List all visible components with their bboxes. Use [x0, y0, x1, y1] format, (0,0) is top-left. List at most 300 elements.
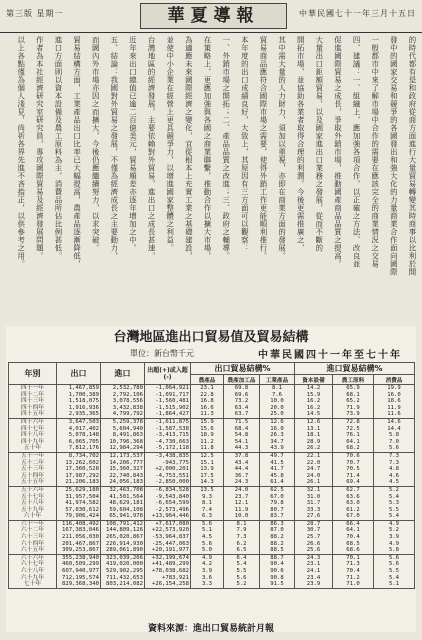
table-value: 5.6	[201, 520, 213, 527]
table-value: 72.8	[346, 418, 360, 425]
table-value: 3.3	[201, 581, 213, 588]
table-value: +2,000,201	[155, 466, 189, 473]
article-column: 以上各點僅為個人淺見，尚祈各界先進不吝指正，以供參考之用。	[16, 36, 26, 268]
table-value: -1,064,921	[155, 385, 189, 391]
table-value: 24.1	[306, 568, 321, 575]
table-value: 24.3	[306, 554, 321, 561]
table-value: 86.3	[270, 520, 284, 527]
table-value: 五十四年	[20, 472, 45, 479]
table-value: 5.6	[236, 574, 247, 581]
table-value: 45.8	[270, 472, 284, 479]
table-value: 六十年	[23, 513, 42, 520]
table-value: 712,195,574	[61, 574, 99, 581]
exp-proc-cell	[224, 418, 260, 452]
imp-raw-cell	[333, 385, 374, 419]
table-value: 43.9	[270, 445, 284, 452]
table-value: 六十三年	[20, 534, 45, 541]
table-value: 26.6	[306, 540, 321, 547]
header-exp-ind: 工業產品	[260, 375, 295, 385]
table-value: 90.8	[270, 574, 284, 581]
table-value: 69.6	[234, 391, 249, 398]
table-value: 23.4	[306, 574, 321, 581]
table-value: 六十四年	[20, 540, 45, 547]
table-value: 21,206,183	[65, 479, 99, 486]
export-cell	[57, 418, 101, 452]
year-cell	[9, 452, 57, 486]
article-column: 的時代都有是和政府從商方面進行大量貿易轉變其時商事以比利於開	[408, 36, 417, 276]
table-value: 355,238,940	[61, 554, 99, 561]
table-value: 44.3	[234, 445, 249, 452]
table-value: 23.1	[200, 385, 214, 391]
table-value: 71.3	[346, 561, 360, 568]
export-cell	[57, 385, 101, 419]
table-value: 71.9	[346, 404, 360, 411]
imp-raw-cell	[333, 486, 374, 520]
table-value: 70.4	[346, 568, 360, 575]
table-unit: 單位：新台幣千元	[130, 349, 194, 358]
imp-raw-cell	[333, 554, 374, 588]
table-value: 14.2	[306, 385, 321, 391]
table-value: 71.4	[346, 472, 360, 479]
table-value: 五十五年	[20, 479, 45, 486]
article-column: 一、外銷市場之開拓；二、產品品質之改進；三、政府之輔導。	[221, 36, 231, 260]
table-value: 72.5	[346, 425, 360, 432]
table-value: 7.9	[236, 527, 247, 534]
table-value: 5.4	[388, 513, 400, 520]
table-value: 607,940,977	[61, 568, 99, 575]
export-cell	[57, 554, 101, 588]
table-value: 14.5	[306, 411, 321, 418]
table-value: 14,206,777	[109, 459, 143, 466]
table-value: 12.6	[306, 418, 321, 425]
table-value: 76.1	[346, 432, 360, 439]
year-cell	[9, 554, 57, 588]
table-value: 144,809,126	[105, 527, 143, 534]
table-value: 88.5	[270, 547, 284, 554]
table-value: -3,438,835	[155, 452, 189, 459]
export-cell	[57, 452, 101, 486]
table-value: 80.7	[270, 506, 284, 513]
article-column: 作者為本社經濟研究室研究員，專攻國際貿易及經濟發展問題。	[35, 36, 45, 260]
balance-cell	[145, 520, 191, 554]
table-value: 36.7	[234, 472, 249, 479]
table-value: 4,017,402	[68, 425, 99, 432]
table-value: 41.7	[270, 466, 284, 473]
table-value: 18.6	[387, 398, 401, 405]
table-title: 台灣地區進出口貿易值及貿易結構	[113, 330, 309, 345]
exp-agri-cell	[191, 486, 224, 520]
table-source: 資料來源：進出口貿易統計月報	[147, 624, 274, 634]
table-value: 23.1	[306, 561, 321, 568]
balance-cell	[145, 554, 191, 588]
table-value: 1,700,389	[68, 391, 99, 398]
table-value: 22.8	[200, 391, 214, 398]
table-value: 5,604,940	[112, 425, 143, 432]
table-value: 65.2	[346, 398, 360, 405]
exp-ind-cell	[260, 385, 295, 419]
article-column: 四、建議：一、組織上，應加強各項合作，以正確之方法、改良並	[352, 36, 362, 268]
table-value: 2,792,106	[112, 391, 143, 398]
table-value: 16.0	[387, 391, 401, 398]
table-value: 79.8	[270, 500, 284, 507]
table-value: 64.1	[346, 527, 360, 534]
article-column: 促進國際貿易之成長，爭取外銷市場，推動國產商品品質之提高。	[333, 36, 343, 268]
table-value: 43.4	[234, 459, 249, 466]
table-value: 59,604,108	[109, 506, 143, 513]
table-value: 108,791,412	[105, 520, 143, 527]
table-value: 13.9	[200, 466, 214, 473]
article-column: 其中需大量的人力財力，須加以重視，亦即在商業方面的發展。	[277, 36, 287, 260]
table-value: -1,864,427	[155, 411, 189, 418]
table-value: 5.4	[236, 561, 247, 568]
table-value: 14.6	[387, 418, 401, 425]
table-value: 90.4	[270, 561, 284, 568]
table-value: 48,629,181	[109, 500, 143, 507]
exp-proc-cell	[224, 520, 260, 554]
export-cell	[57, 520, 101, 554]
table-value: 88.2	[270, 540, 284, 547]
table-value: 8.1	[236, 520, 247, 527]
header-exp-agri: 農產品	[191, 375, 224, 385]
imp-cap-cell	[295, 554, 333, 588]
table-value: 54.1	[234, 438, 249, 445]
table-row-block	[9, 554, 415, 588]
table-value: 67.0	[270, 493, 284, 500]
imp-raw-cell	[333, 520, 374, 554]
table-value: 73.9	[346, 411, 360, 418]
exp-proc-cell	[224, 554, 260, 588]
table-value: 17,987,292	[65, 472, 99, 479]
table-value: 3.9	[201, 568, 213, 575]
table-value: 309,253,867	[61, 547, 99, 554]
table-value: 五十二年	[20, 459, 45, 466]
table-value: -5,172,118	[155, 445, 189, 452]
table-value: 13,262,602	[65, 459, 99, 466]
table-value: +26,154,258	[151, 581, 189, 588]
table-value: 7.0	[388, 438, 400, 445]
table-value: 25,629,180	[65, 486, 99, 493]
imp-cons-cell	[374, 452, 415, 486]
table-period: 中華民國四十一年至七十年	[258, 350, 402, 361]
table-value: 70.7	[346, 459, 360, 466]
table-value: 12,173,537	[109, 452, 143, 459]
table-value: 16.0	[270, 425, 284, 432]
table-value: 14.3	[200, 479, 214, 486]
table-value: 18.9	[200, 432, 214, 439]
table-value: 5.4	[388, 574, 400, 581]
table-value: 31.0	[306, 493, 321, 500]
table-value: 4.6	[388, 472, 400, 479]
exp-agri-cell	[191, 452, 224, 486]
table-value: 7.3	[236, 534, 247, 541]
table-value: 87.0	[270, 527, 284, 534]
table-value: 24.0	[234, 486, 249, 493]
table-value: 79,906,424	[65, 513, 99, 520]
issue-date: 中華民國七十一年三月十五日	[299, 9, 416, 18]
table-value: 3.9	[388, 534, 400, 541]
table-value: 27.6	[306, 513, 321, 520]
table-value: 4.5	[201, 534, 213, 541]
table-value: 62.7	[346, 486, 360, 493]
table-value: 8.1	[201, 500, 213, 507]
table-value: -6,834,528	[155, 486, 189, 493]
table-row-block	[9, 520, 415, 554]
table-value: +13,964,446	[151, 513, 189, 520]
article-column: 五、結論：我國對外貿易之發展，不僅為經濟成長之主要動力，	[109, 36, 119, 260]
table-value: 15.9	[200, 418, 214, 425]
table-value: 23.7	[234, 493, 249, 500]
table-value: 69.8	[234, 385, 249, 391]
article-column: 開拓市場，並協助各業者取得合理的利潤。今後更需推廣之，	[296, 36, 306, 252]
table-value: 30.7	[306, 527, 321, 534]
table-value: 88.2	[270, 534, 284, 541]
table-value: 25.0	[270, 411, 284, 418]
table-value: 四十六年	[20, 418, 45, 425]
imp-raw-cell	[333, 418, 374, 452]
table-value: 四十八年	[20, 432, 45, 439]
table-value: 70.6	[346, 452, 360, 459]
import-cell	[101, 452, 145, 486]
table-value: 12.6	[270, 418, 284, 425]
table-value: 24,056,183	[109, 479, 143, 486]
table-value: 4.9	[388, 540, 400, 547]
table-value: 1,916,936	[68, 404, 99, 411]
table-value: 226,914,930	[105, 540, 143, 547]
table-value: 63.0	[346, 500, 360, 507]
table-value: 7.3	[388, 459, 400, 466]
table-value: 16.2	[306, 404, 321, 411]
table-value: 9.3	[201, 493, 213, 500]
table-value: 15.6	[200, 425, 214, 432]
table-value: 803,214,082	[105, 581, 143, 588]
table-value: 四十七年	[20, 425, 45, 432]
masthead-title: 華夏導報	[140, 3, 287, 29]
table-value: 28.7	[306, 520, 321, 527]
table-value: 26.2	[306, 445, 321, 452]
table-value: 5.5	[388, 568, 400, 575]
exp-ind-cell	[260, 452, 295, 486]
table-value: 57,030,612	[65, 506, 99, 513]
header-import: 進口	[101, 363, 145, 385]
year-cell	[9, 520, 57, 554]
table-value: 32.1	[306, 486, 321, 493]
table-value: 四十五年	[20, 411, 45, 418]
table-value: 5.6	[201, 540, 213, 547]
table-value: 68.2	[346, 445, 360, 452]
table-value: 10,796,368	[109, 438, 143, 445]
table-value: 67.0	[346, 513, 360, 520]
table-value: 15.9	[306, 391, 321, 398]
table-value: 六十八年	[20, 568, 45, 575]
table-value: 13.5	[200, 486, 214, 493]
table-value: 3.6	[201, 574, 213, 581]
table-value: 41.5	[270, 459, 284, 466]
table-value: 11.8	[200, 445, 214, 452]
table-value: 5.6	[388, 445, 400, 452]
table-value: 33.3	[306, 506, 321, 513]
imp-cons-cell	[374, 520, 415, 554]
exp-agri-cell	[191, 418, 224, 452]
table-row-block	[9, 486, 415, 520]
table-value: 7.6	[271, 391, 283, 398]
exp-agri-cell	[191, 554, 224, 588]
table-value: 41,974,582	[65, 500, 99, 507]
table-value: 3,078,556	[112, 398, 143, 405]
table-value: 15,360,327	[109, 466, 143, 473]
table-value: 四十一年	[20, 385, 45, 391]
header-exp-proc: 農產加工品	[224, 375, 260, 385]
table-value: 6,065,705	[68, 438, 99, 445]
imp-cap-cell	[295, 385, 333, 419]
table-value: 16.6	[200, 404, 214, 411]
table-value: 24.0	[306, 472, 321, 479]
table-value: 32,463,708	[109, 486, 143, 493]
table-value: 3,647,503	[68, 418, 99, 425]
table-value: 88.7	[270, 554, 284, 561]
table-value: 5.4	[388, 493, 400, 500]
table-value: 4,799,792	[112, 411, 143, 418]
table-value: 44.4	[234, 466, 249, 473]
table-value: 34.7	[270, 438, 284, 445]
article-column: 為適應未來國際經濟之變化，宜從根本上充實工業之基礎建設，	[184, 36, 194, 260]
table-value: 5.6	[388, 554, 400, 561]
table-value: 11.9	[234, 506, 249, 513]
table-value: 6.5	[236, 547, 247, 554]
table-value: 37.8	[234, 452, 249, 459]
table-value: 六十一年	[20, 520, 45, 527]
table-value: 17,360,528	[65, 466, 99, 473]
table-value: 4.8	[388, 466, 400, 473]
exp-proc-cell	[224, 385, 260, 419]
imp-cap-cell	[295, 418, 333, 452]
table-value: -1,587,538	[155, 425, 189, 432]
exp-agri-cell	[191, 385, 224, 419]
table-value: 201,467,867	[61, 540, 99, 547]
table-value: 5.2	[388, 527, 400, 534]
table-value: 20.0	[270, 404, 284, 411]
table-value: 69.4	[346, 479, 360, 486]
table-row-block	[9, 418, 415, 452]
exp-proc-cell	[224, 486, 260, 520]
table-value: 五十七年	[20, 493, 45, 500]
table-value: 829,368,340	[61, 581, 99, 588]
year-cell	[9, 486, 57, 520]
table-value: -2,850,000	[155, 479, 189, 486]
table-value: 289,061,890	[105, 547, 143, 554]
exp-agri-cell	[191, 520, 224, 554]
article-column: 貿易結構方面，工業產品出口比率已大幅提高，農產品逐漸降低，	[72, 36, 82, 268]
table-value: 10.0	[270, 398, 284, 405]
table-value: +20,191,977	[151, 547, 189, 554]
import-cell	[101, 385, 145, 419]
table-value: 11.9	[387, 404, 401, 411]
header-imp-cap: 資本設備	[295, 375, 333, 385]
table-value: 六十五年	[20, 547, 45, 554]
table-value: 66.4	[346, 520, 360, 527]
table-value: 68.5	[346, 540, 360, 547]
page-info: 第三版 星期一	[6, 9, 64, 18]
table-row-block	[9, 452, 415, 486]
imp-cons-cell	[374, 418, 415, 452]
table-value: 5,078,148	[68, 432, 99, 439]
header-export-structure: 出口貿易結構%	[191, 363, 295, 375]
table-value: 4.5	[388, 479, 400, 486]
exp-ind-cell	[260, 554, 295, 588]
table-value: -25,447,063	[151, 540, 189, 547]
table-value: 26.3	[270, 432, 284, 439]
table-value: 63.4	[234, 404, 249, 411]
table-value: 五十三年	[20, 466, 45, 473]
table-value: +7,617,080	[155, 520, 189, 527]
table-value: 8.1	[271, 385, 283, 391]
table-value: 四十二年	[20, 391, 45, 398]
exp-ind-cell	[260, 486, 295, 520]
table-value: 63.6	[346, 493, 360, 500]
table-value: -2,573,496	[155, 506, 189, 513]
table-value: 四十三年	[20, 398, 45, 405]
article-column: 貿易商品應符合國際市場之需要，使得外銷工作更能順利推行。	[258, 36, 268, 260]
year-cell	[9, 385, 57, 419]
table-row-block	[9, 385, 415, 419]
header-import-structure: 進口貿易結構%	[295, 363, 415, 375]
imp-cap-cell	[295, 486, 333, 520]
table-value: 六十二年	[20, 527, 45, 534]
header-year: 年別	[9, 363, 57, 385]
table-value: 54.8	[234, 432, 249, 439]
article-column: 進口方面則以資本設備及農工原料為主，消費品所佔比例甚低。	[53, 36, 63, 260]
table-value: +22,573,920	[151, 527, 189, 534]
imp-cons-cell	[374, 554, 415, 588]
table-value: 15.1	[200, 459, 214, 466]
balance-cell	[145, 418, 191, 452]
trade-data-table	[8, 362, 415, 589]
import-cell	[101, 520, 145, 554]
table-value: 419,020,000	[105, 561, 143, 568]
table-value: 16.8	[200, 398, 214, 405]
table-value: 2,532,780	[112, 385, 143, 391]
table-value: 5.2	[236, 581, 247, 588]
import-cell	[101, 486, 145, 520]
table-value: 31,957,504	[65, 493, 99, 500]
table-value: 23.9	[306, 581, 321, 588]
table-value: 65,941,978	[109, 513, 143, 520]
table-value: 12.1	[234, 500, 249, 507]
header-imp-cons: 消費品	[374, 375, 415, 385]
article-column: 大量出口鉅額貿易，以及國家進出口業務之發展，從而不斷的	[314, 36, 324, 252]
table-value: 7,812,176	[68, 445, 99, 452]
table-value: 5.0	[201, 547, 213, 554]
year-cell	[9, 418, 57, 452]
table-value: 11.3	[200, 411, 214, 418]
table-value: 167,383,046	[61, 527, 99, 534]
table-value: 五十年	[23, 445, 42, 452]
table-value: 22.1	[306, 452, 321, 459]
table-value: 1,518,075	[68, 398, 99, 405]
table-value: 28.9	[306, 438, 321, 445]
article-column: 近年來出口總值已逾二百億美元，貿易順差亦逐年增加之中。	[128, 36, 138, 252]
table-value: 五十八年	[20, 500, 45, 507]
table-value: 5.5	[388, 506, 400, 513]
table-value: 1,467,859	[68, 385, 99, 391]
table-value: 6.3	[201, 513, 213, 520]
table-value: 12.5	[200, 452, 214, 459]
table-value: -9,543,840	[155, 493, 189, 500]
table-value: 六十七年	[20, 561, 45, 568]
table-value: -3,413,715	[155, 432, 189, 439]
article-column: 一般都市中來了解市場中合作的需要在應該完全的商業情況之交易	[370, 36, 380, 268]
table-value: 116,408,492	[61, 520, 99, 527]
table-value: 529,902,295	[105, 568, 143, 575]
